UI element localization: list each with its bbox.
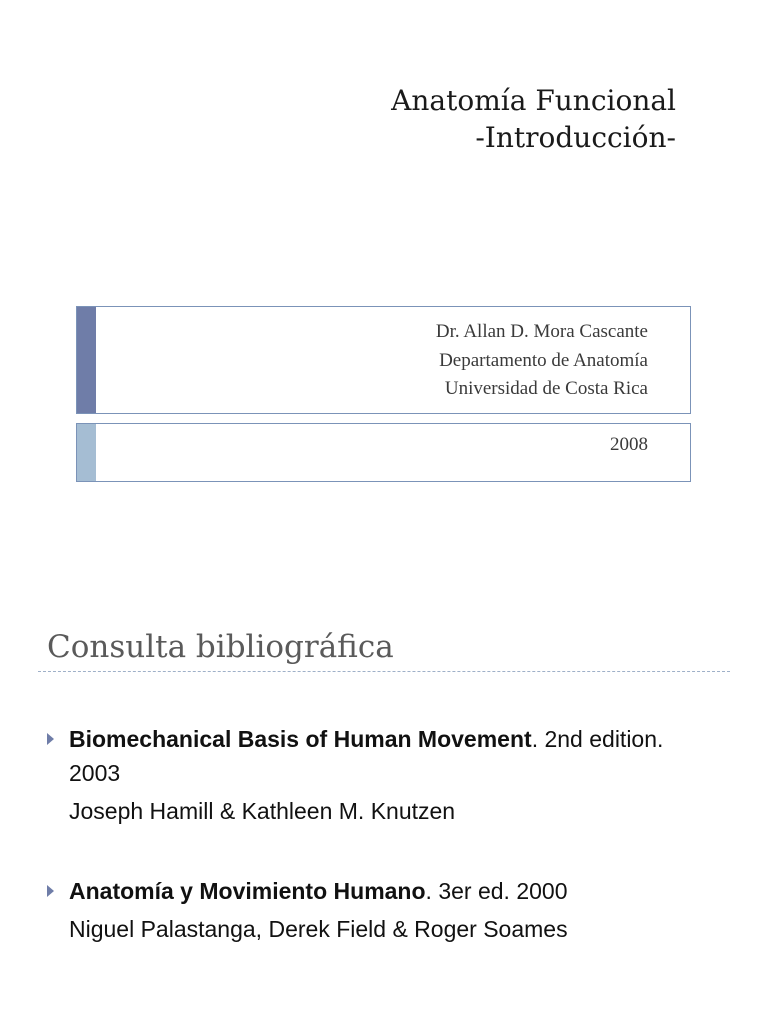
year-text: 2008 — [610, 434, 648, 455]
author-university: Universidad de Costa Rica — [444, 378, 648, 399]
bibliography-slide — [0, 512, 768, 1024]
title-line-main: Anatomía Funcional — [391, 84, 676, 117]
author-details — [436, 318, 648, 404]
reference-item — [47, 722, 707, 828]
triangle-bullet-icon — [47, 733, 54, 745]
reference-citation — [69, 722, 707, 790]
reference-citation — [69, 874, 707, 908]
title-line-subtitle: -Introducción- — [475, 121, 676, 154]
triangle-bullet-icon — [47, 885, 54, 897]
year-accent-bar — [77, 424, 96, 481]
year-details — [610, 431, 648, 460]
reference-title: Anatomía y Movimiento Humano — [69, 878, 426, 904]
reference-item — [47, 874, 707, 946]
author-name: Dr. Allan D. Mora Cascante — [435, 321, 648, 342]
reference-edition: . 3er ed. 2000 — [425, 878, 568, 904]
author-department: Departamento de Anatomía — [439, 349, 648, 371]
reference-authors: Joseph Hamill & Kathleen M. Knutzen — [69, 798, 456, 824]
heading-divider — [38, 671, 730, 672]
year-info-box — [76, 423, 691, 482]
slide-title — [391, 82, 676, 156]
reference-edition: . 2nd edition. 2003 — [69, 726, 664, 786]
author-info-box — [76, 306, 691, 414]
reference-authors: Niguel Palastanga, Derek Field & Roger Soames — [69, 916, 568, 942]
reference-title: Biomechanical Basis of Human Movement — [69, 726, 532, 752]
bibliography-heading: Consulta bibliográfica — [47, 629, 394, 665]
author-accent-bar — [77, 307, 96, 413]
